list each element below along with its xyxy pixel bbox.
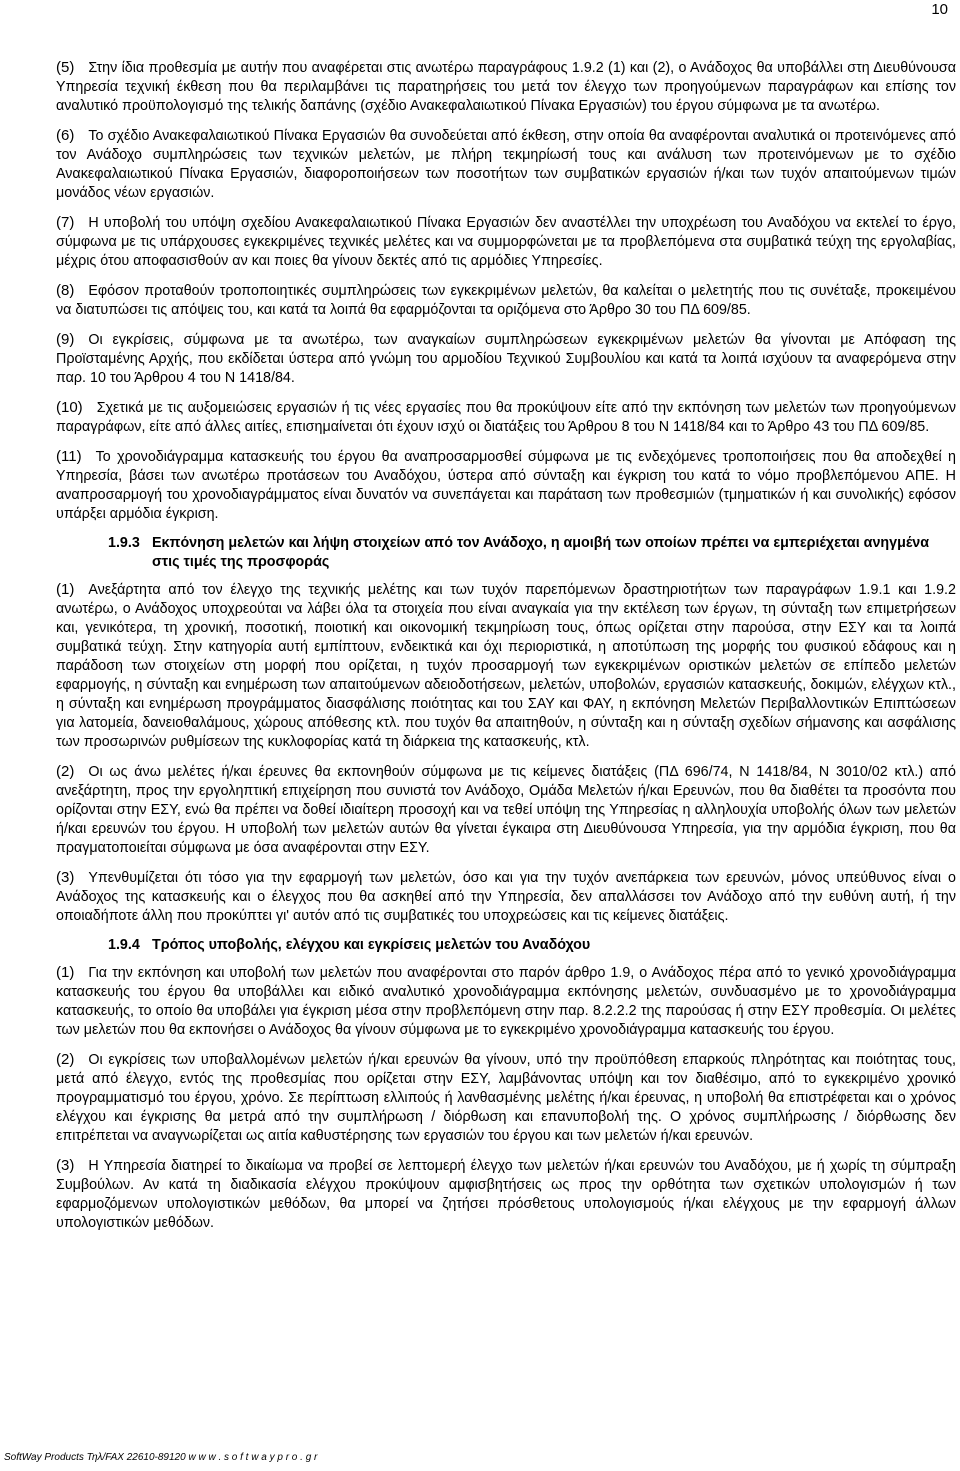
paragraph-label: (10) <box>56 399 83 416</box>
paragraph <box>56 447 956 524</box>
paragraph-text: Οι ως άνω μελέτες ή/και έρευνες θα εκπονηθούν σύμφωνα με τις κείμενες διατάξεις (ΠΔ 696/74, Ν 1418/84, Ν 3010/02 κτλ.) από ανεξάρτητη, προς την εργοληπτική επιχείρηση που συνιστά τον Ανάδοχο, Ομάδα Μελετών ή/και Ερευνών, που θα διαθέτει τα προσόντα που ορίζονται στην ΕΣΥ, ενώ θα πρέπει να δοθεί ιδιαίτερη προσοχή και να τεθεί υπόψη της Υπηρεσίας η αλληλουχία υποβολής όλων των μελετών ή/και ερευνών του έργου. Η υποβολή των μελετών αυτών θα γίνεται έγκαιρα στη Διευθύνουσα Υπηρεσία, για την αρμόδια έγκριση, που θα πραγματοποιείται σύμφωνα με όσα αναφέρονται στην ΕΣΥ. <box>56 764 956 856</box>
paragraph-text: Οι εγκρίσεις των υποβαλλομένων μελετών ή/και ερευνών θα γίνουν, υπό την προϋπόθεση επαρκούς πληρότητας και ποιότητας τους, μετά από έλεγχο, εντός της προθεσμίας που ορίζεται στην ΕΣΥ, λαμβάνοντας υπόψη και τον διαθέσιμο, από το εγκεκριμένο χρονικό προγραμματισμό του έργου, χρόνο. Σε περίπτωση ελλιπούς ή λανθασμένης μελέτης ή/και έρευνας, η υποβολή θα επιστρέφεται και ο χρόνος ελέγχου και έγκρισης θα μετρά από την συμπλήρωση / διόρθωση και επανυποβολή της. Ο χρόνος συμπλήρωσης / διόρθωσης δεν επιτρέπεται να αναγνωρίζεται ως αιτία καθυστέρησης των εργασιών του έργου και των μελετών ή/και ερευνών. <box>56 1052 956 1144</box>
paragraph-text: Στην ίδια προθεσμία με αυτήν που αναφέρεται στις ανωτέρω παραγράφους 1.9.2 (1) και (2), ο Ανάδοχος θα υποβάλλει στη Διευθύνουσα Υπηρεσία τεχνική έκθεση που θα περιλαμβάνει τις παρατηρήσεις του μετά τον έλεγχο των προηγούμενων παραγράφων και επίσης τον αναλυτικό προϋπολογισμό της τελικής δαπάνης (σχέδιο Ανακεφαλαιωτικού Πίνακα Εργασιών) του έργου σύμφωνα με τα ανωτέρω. <box>56 60 956 114</box>
paragraph <box>56 398 956 437</box>
section-heading-1-9-3 <box>56 534 956 572</box>
paragraph <box>56 281 956 320</box>
paragraph <box>56 580 956 752</box>
footer-text: SoftWay Products Τηλ/FAX 22610-89120 w w w . s o f t w a y p r o . g r <box>4 1452 318 1463</box>
paragraph-label: (1) <box>56 964 75 981</box>
paragraph-label: (6) <box>56 127 75 144</box>
paragraph-text: Σχετικά με τις αυξομειώσεις εργασιών ή τις νέες εργασίες που θα προκύψουν είτε από την εκπόνηση των μελετών των προηγούμενων παραγράφων, είτε από άλλες αιτίες, επισημαίνεται ότι έχουν ισχύ οι διατάξεις του Άρθρου 8 του Ν 1418/84 και το Άρθρο 43 του ΠΔ 609/85. <box>56 400 956 435</box>
paragraph <box>56 1050 956 1146</box>
paragraph-label: (11) <box>56 448 82 465</box>
section-title: Τρόπος υποβολής, ελέγχου και εγκρίσεις μελετών του Αναδόχου <box>152 937 591 953</box>
paragraph-label: (5) <box>56 59 75 76</box>
paragraph-label: (8) <box>56 282 75 299</box>
paragraph <box>56 126 956 203</box>
paragraph-label: (3) <box>56 1157 75 1174</box>
paragraph-label: (2) <box>56 1051 75 1068</box>
paragraph-text: Το χρονοδιάγραμμα κατασκευής του έργου θα αναπροσαρμοσθεί σύμφωνα με τις ενδεχόμενες τροποποιήσεις που θα αποδεχθεί η Υπηρεσία, βάσει των ανωτέρω προτάσεων του Αναδόχου, ύστερα από σύνταξη και έγκριση του κατά το νόμο προβλεπόμενου ΑΠΕ. Η αναπροσαρμογή του χρονοδιαγράμματος είναι δυνατόν να συνεπάγεται και παράταση των προθεσμιών (τμηματικών ή και συνολικής) εφόσον υπάρξει αρμόδια έγκριση. <box>56 449 956 522</box>
paragraph <box>56 330 956 388</box>
paragraph-group-a <box>56 58 956 524</box>
paragraph-label: (9) <box>56 331 75 348</box>
paragraph-text: Η Υπηρεσία διατηρεί το δικαίωμα να προβεί σε λεπτομερή έλεγχο των μελετών ή/και ερευνών του Αναδόχου, με ή χωρίς τη σύμπραξη Συμβούλων. Αν κατά τη διαδικασία ελέγχου προκύψουν αμφισβητήσεις ως προς την ορθότητα των σχετικών υπολογισμών ή των εφαρμοζόμενων υπολογιστικών μεθόδων, θα μπορεί να ζητήσει πρόσθετους υπολογισμούς ή/και ελέγχους με την εφαρμογή άλλων υπολογιστικών μεθόδων. <box>56 1158 956 1231</box>
section-number: 1.9.4 <box>108 937 140 953</box>
paragraph-label: (7) <box>56 214 75 231</box>
paragraph-text: Υπενθυμίζεται ότι τόσο για την εφαρμογή των μελετών, όσο και για την τυχόν ανεπάρκεια των ερευνών, μόνος υπεύθυνος είναι ο Ανάδοχος της κατασκευής και ο έλεγχος που θα ασκηθεί από την Υπηρεσία, δεν απαλλάσσει τον Ανάδοχο από την ευθύνη αυτή, ή την οποιαδήποτε άλλη που προκύπτει γι' αυτόν από τις συμβατικές του υποχρεώσεις και τις κείμενες διατάξεις. <box>56 870 956 924</box>
paragraph <box>56 963 956 1040</box>
page-number: 10 <box>931 1 948 18</box>
paragraph-label: (2) <box>56 763 75 780</box>
paragraph-group-c <box>56 963 956 1233</box>
paragraph-group-b <box>56 580 956 926</box>
paragraph <box>56 762 956 858</box>
paragraph <box>56 58 956 116</box>
section-heading-1-9-4 <box>56 936 956 955</box>
paragraph-text: Οι εγκρίσεις, σύμφωνα με τα ανωτέρω, των αναγκαίων συμπληρώσεων εγκεκριμένων μελετών θα γίνονται με Απόφαση της Προϊσταμένης Αρχής, που εκδίδεται ύστερα από γνώμη του αρμοδίου Τεχνικού Συμβουλίου και κατά τα λοιπά ισχύουν τα αναφερόμενα στην παρ. 10 του Άρθρου 4 του Ν 1418/84. <box>56 332 956 386</box>
paragraph-text: Εφόσον προταθούν τροποποιητικές συμπληρώσεις των εγκεκριμένων μελετών, θα καλείται ο μελετητής που τις συνέταξε, προκειμένου να διατυπώσει τις απόψεις του, και κατά τα λοιπά θα εφαρμόζονται τα οριζόμενα στο Άρθρο 30 του ΠΔ 609/85. <box>56 283 956 318</box>
paragraph <box>56 868 956 926</box>
paragraph-text: Το σχέδιο Ανακεφαλαιωτικού Πίνακα Εργασιών θα συνοδεύεται από έκθεση, στην οποία θα αναφέρονται αναλυτικά οι προτεινόμενες από τον Ανάδοχο συμπληρώσεις των τεχνικών μελετών, με πλήρη τεκμηρίωσή τους και ανάλυση των προτεινόμενων με το σχέδιο Ανακεφαλαιωτικού Πίνακα Εργασιών, διαφοροποιήσεων των ποσοτήτων των συμβατικών εργασιών ή/και των τυχόν απαιτούμενων τιμών μονάδος νέων εργασιών. <box>56 128 956 201</box>
paragraph-text: Η υποβολή του υπόψη σχεδίου Ανακεφαλαιωτικού Πίνακα Εργασιών δεν αναστέλλει την υποχρέωση του Αναδόχου να εκτελεί το έργο, σύμφωνα με τις υπάρχουσες εγκεκριμένες τεχνικές μελέτες και να συμμορφώνεται με τα προβλεπόμενα στα συμβατικά τεύχη της εργολαβίας, μέχρις ότου αποφασισθούν αν και ποιες θα γίνουν δεκτές από τις αρμόδιες Υπηρεσίες. <box>56 215 956 269</box>
paragraph-label: (3) <box>56 869 75 886</box>
paragraph-text: Ανεξάρτητα από τον έλεγχο της τεχνικής μελέτης και των τυχόν παρεπόμενων δραστηριοτήτων των παραγράφων 1.9.1 και 1.9.2 ανωτέρω, ο Ανάδοχος υποχρεούται να λάβει όλα τα στοιχεία που είναι αναγκαία για την εκτέλεση των έργων, τη σύνταξη των επιμετρήσεων και, γενικότερα, τη χρονική, ποσοτική, ποιοτική και οικονομική τεκμηρίωση τους, όπως ορίζεται στην παρούσα, στην ΕΣΥ και τα λοιπά συμβατικά τεύχη. Στην κατηγορία αυτή εμπίπτουν, ενδεικτικά και όχι περιοριστικά, η αποτύπωση της μορφής του φυσικού εδάφους και η παράδοση των στοιχείων στη μορφή που ορίζεται, η τυχόν προσαρμογή των εγκεκριμένων οριστικών μελετών σε επίπεδο μελετών εφαρμογής, η σύνταξη και ενημέρωση των απαιτούμενων αδειοδοτήσεων, μελετών, υποβολών, εργασιών κατασκευής, δοκιμών, ελέγχων κτλ., η σύνταξη και ενημέρωση προγράμματος διασφάλισης ποιότητας και του ΣΑΥ και ΦΑΥ, η εκπόνηση Μελετών Περιβαλλοντικών Επιπτώσεων για λατομεία, δανειοθαλάμους, χώρους απόθεσης κτλ. που τυχόν θα απαιτηθούν, η σύνταξη και η σύνταξη σχεδίων σήμανσης και ασφάλισης των προσωρινών ρυθμίσεων της κυκλοφορίας κατά τη διάρκεια της κατασκευής, κτλ. <box>56 582 956 750</box>
section-number: 1.9.3 <box>108 535 140 551</box>
paragraph <box>56 1156 956 1233</box>
document-body <box>56 58 956 1243</box>
paragraph <box>56 213 956 271</box>
section-title: Εκπόνηση μελετών και λήψη στοιχείων από τον Ανάδοχο, η αμοιβή των οποίων πρέπει να εμπεριέχεται ανηγμένα στις τιμές της προσφοράς <box>152 535 930 570</box>
paragraph-label: (1) <box>56 581 75 598</box>
paragraph-text: Για την εκπόνηση και υποβολή των μελετών που αναφέρονται στο παρόν άρθρο 1.9, ο Ανάδοχος πέρα από το γενικό χρονοδιάγραμμα κατασκευής του έργου θα υποβάλλει και ειδικό αναλυτικό χρονοδιάγραμμα εκπόνησης μελετών, συνδυασμένο με το χρονοδιάγραμμα κατασκευής, το οποίο θα υποβάλει για έγκριση μέσα στην προβλεπόμενη στην παρ. 8.2.2.2 της παρούσας ή στην ΕΣΥ προθεσμία. Οι μελέτες των μελετών που θα εκπονήσει ο Ανάδοχος θα γίνουν σύμφωνα με το εγκεκριμένο χρονοδιάγραμμα κατασκευής του έργου. <box>56 965 956 1038</box>
